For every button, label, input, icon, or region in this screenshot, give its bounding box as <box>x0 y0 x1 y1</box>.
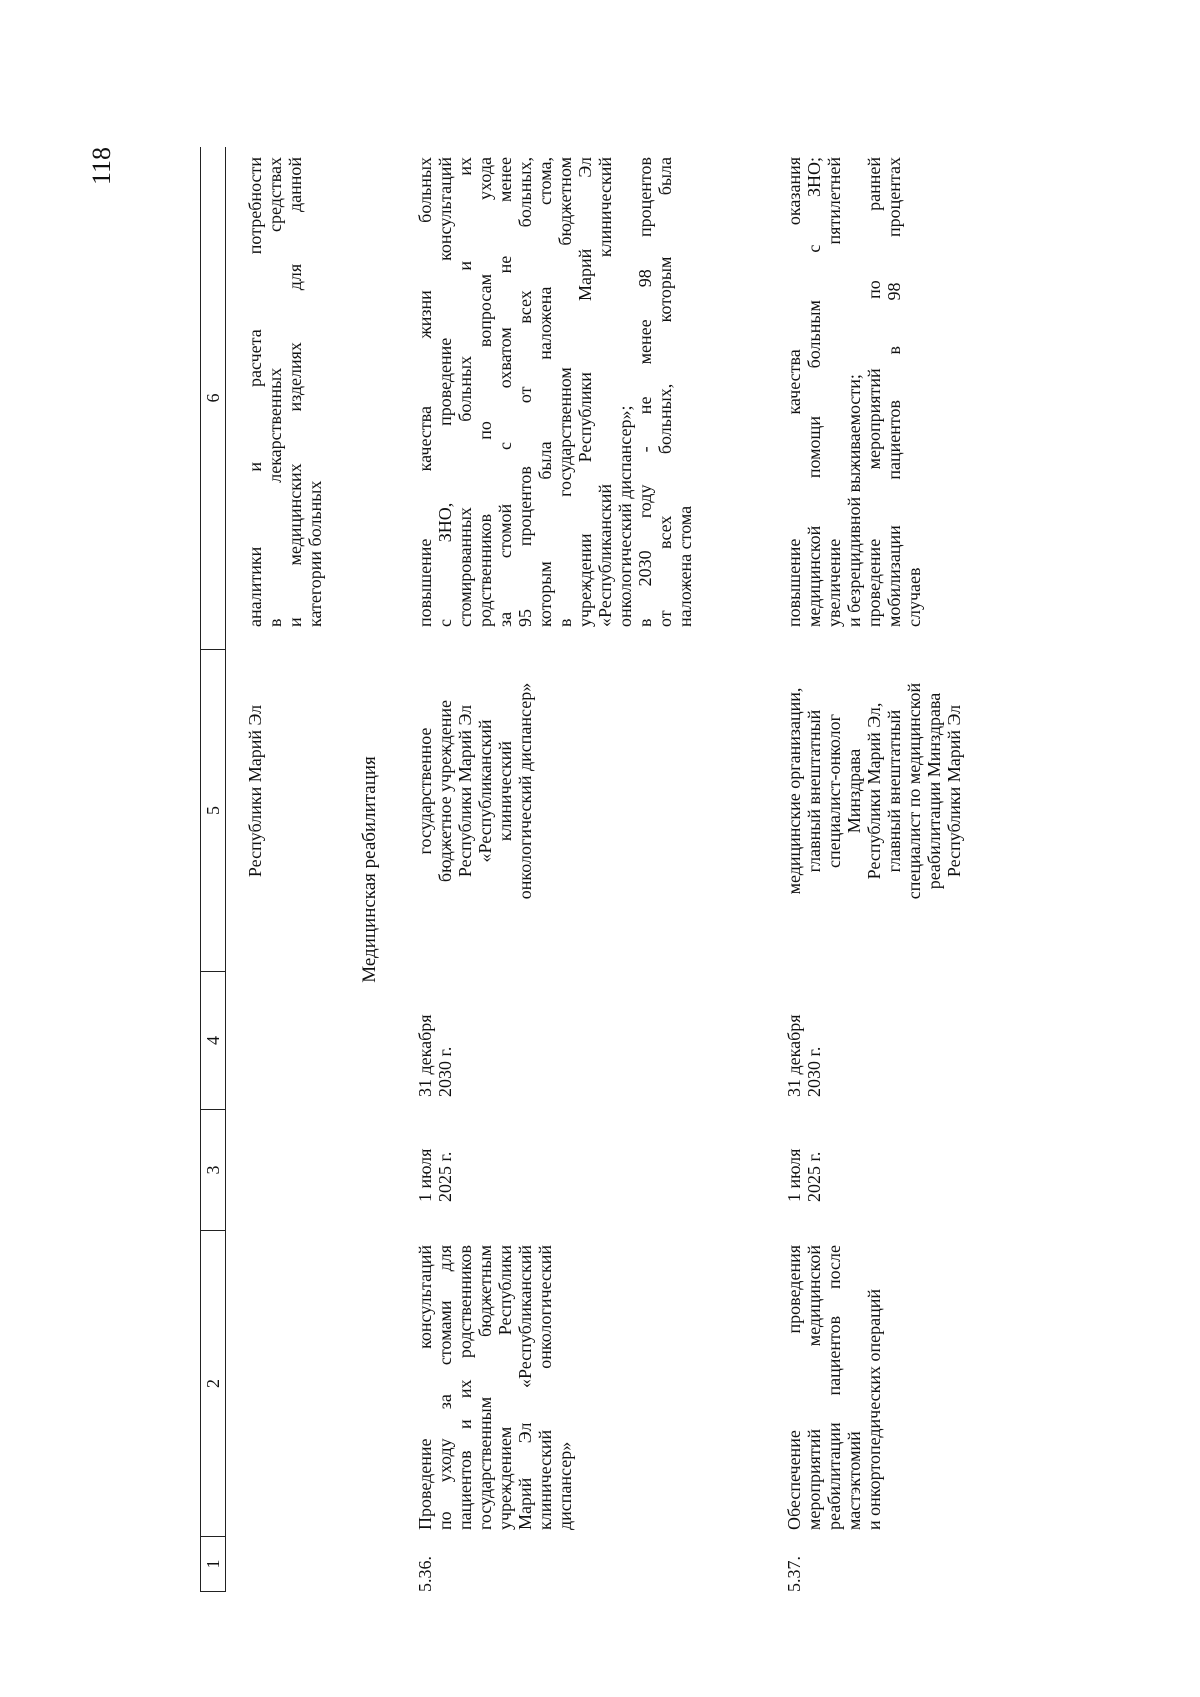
column-header-5: 5 <box>201 650 225 972</box>
column-header-3: 3 <box>201 1110 225 1231</box>
row-5-36-start-date: 1 июля 2025 г. <box>415 1148 455 1202</box>
row-5-36-end-date: 31 декабря 2030 г. <box>415 1014 455 1097</box>
column-header-4: 4 <box>201 972 225 1110</box>
column-header-6: 6 <box>201 147 225 650</box>
column-header-1: 1 <box>201 1537 225 1592</box>
row-5-37-number: 5.37. <box>784 1556 804 1592</box>
section-title: Медицинская реабилитация <box>359 756 380 983</box>
column-header-row <box>200 147 226 1592</box>
landscape-content <box>87 147 1060 1592</box>
page-number: 118 <box>87 147 116 186</box>
row-5-37-name: Обеспечение проведения мероприятий медицинской реабилитации пациентов после мастэктомий и онкортопедических операций <box>784 1245 884 1530</box>
row-5-37-end-date: 31 декабря 2030 г. <box>784 1014 824 1097</box>
row-5-36-responsible: государственное бюджетное учреждение Республики Марий Эл «Республиканский клинический онкологический диспансер» <box>415 682 535 900</box>
column-header-2: 2 <box>201 1231 225 1537</box>
row-5-37-start-date: 1 июля 2025 г. <box>784 1148 824 1202</box>
row-5-36-result: повышение качества жизни больных с ЗНО, проведение консультаций стомированных больных и их родственников по вопросам ухода за стомой с охватом не менее 95 процентов от всех больных, которым была наложена стома, в государственном бюджетном учреждении Республики Марий Эл «Республиканский клинический онкологический диспансер»; в 2030 году - не менее 98 процентов от всех больных, которым была наложена стома <box>415 157 695 627</box>
row-5-36-name: Проведение консультаций по уходу за стомами для пациентов и их родственников государственным бюджетным учреждением Республики Марий Эл «Республиканский клинический онкологический диспансер» <box>415 1245 575 1530</box>
continued-result: аналитики и расчета потребности в лекарственных средствах и медицинских изделиях для данной категории больных <box>245 157 325 627</box>
row-5-36-number: 5.36. <box>415 1556 435 1592</box>
row-5-37-result: повышение качества оказания медицинской помощи больным с ЗНО; увеличение пятилетней и безрецидивной выживаемости; проведение мероприятий по ранней мобилизации пациентов в 98 процентах случаев <box>784 157 924 627</box>
row-5-37-responsible: медицинские организации, главный внештатный специалист-онколог Минздрава Республики Марий Эл, главный внештатный специалист по медицинской реабилитации Минздрава Республики Марий Эл <box>784 682 964 900</box>
continued-responsible: Республики Марий Эл <box>245 704 265 878</box>
